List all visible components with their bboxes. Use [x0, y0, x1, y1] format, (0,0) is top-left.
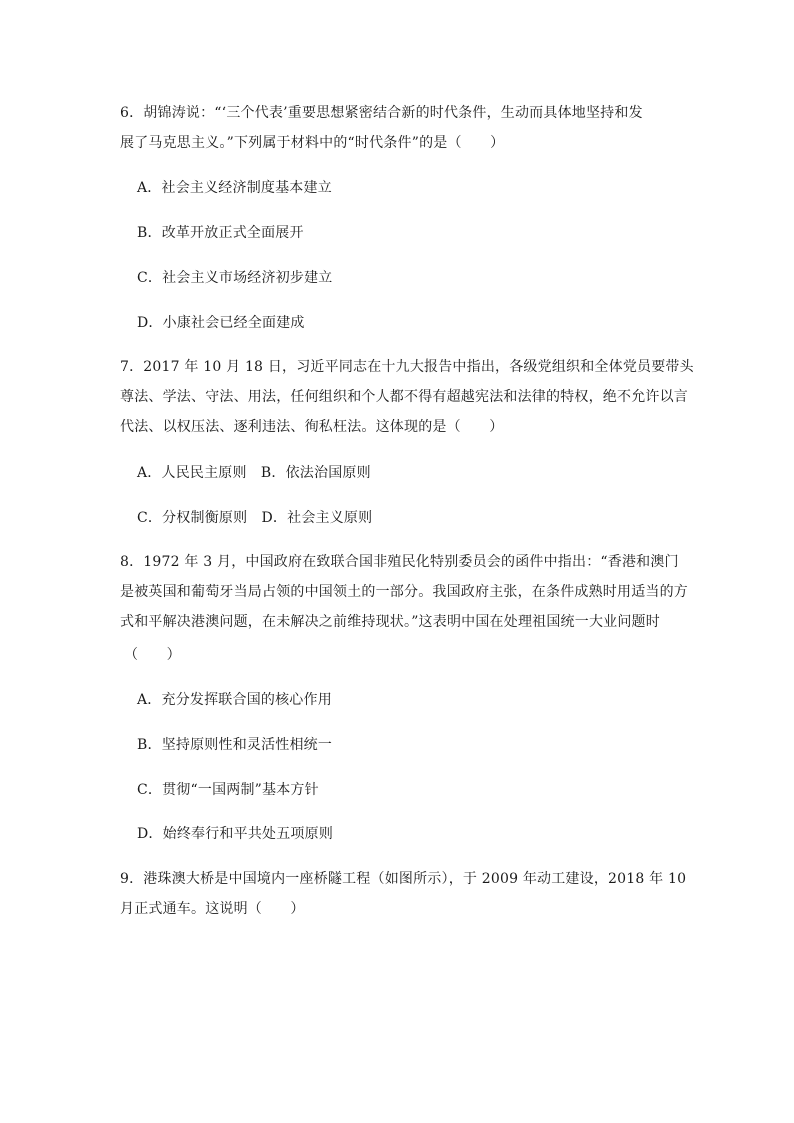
- question-6-stem-line-2: 展了马克思主义。”下列属于材料中的“时代条件”的是（ ）: [120, 135, 505, 151]
- question-8-stem-line-3: 式和平解决港澳问题，在未解决之前维持现状。”这表明中国在处理祖国统一大业问题时: [120, 614, 660, 630]
- question-8-option-d: D．始终奉行和平共处五项原则: [137, 826, 334, 842]
- question-6-option-a: A．社会主义经济制度基本建立: [137, 180, 332, 196]
- question-6-stem-line-1: 6．胡锦涛说：“‘三个代表’重要思想紧密结合新的时代条件，生动而具体地坚持和发: [120, 105, 643, 121]
- question-8-option-c: C．贯彻“一国两制”基本方针: [137, 782, 319, 798]
- question-7-stem-line-1: 7．2017 年 10 月 18 日，习近平同志在十九大报告中指出，各级党组织和全体党员要带头: [120, 359, 694, 375]
- question-6-option-d: D．小康社会已经全面建成: [137, 315, 305, 331]
- question-8-stem-line-2: 是被英国和葡萄牙当局占领的中国领土的一部分。我国政府主张，在条件成熟时用适当的方: [120, 584, 688, 600]
- question-9-stem-line-2: 月正式通车。这说明（ ）: [120, 901, 305, 917]
- question-8-option-a: A．充分发挥联合国的核心作用: [137, 692, 332, 708]
- question-8-stem-line-4: （ ）: [124, 647, 181, 663]
- question-6-option-b: B．改革开放正式全面展开: [137, 225, 304, 241]
- question-8-option-b: B．坚持原则性和灵活性相统一: [137, 737, 333, 753]
- question-7-options-cd: C．分权制衡原则 D．社会主义原则: [137, 510, 373, 526]
- question-8-stem-line-1: 8．1972 年 3 月，中国政府在致联合国非殖民化特别委员会的函件中指出：“香港和澳门: [120, 554, 679, 570]
- question-6-option-c: C．社会主义市场经济初步建立: [137, 270, 333, 286]
- question-7-stem-line-2: 尊法、学法、守法、用法，任何组织和个人都不得有超越宪法和法律的特权，绝不允许以言: [120, 389, 688, 405]
- question-9-stem-line-1: 9．港珠澳大桥是中国境内一座桥隧工程（如图所示），于 2009 年动工建设，2018 年 10: [120, 871, 687, 887]
- question-7-stem-line-3: 代法、以权压法、逐利违法、徇私枉法。这体现的是（ ）: [120, 419, 504, 435]
- question-7-options-ab: A．人民民主原则 B．依法治国原则: [137, 465, 371, 481]
